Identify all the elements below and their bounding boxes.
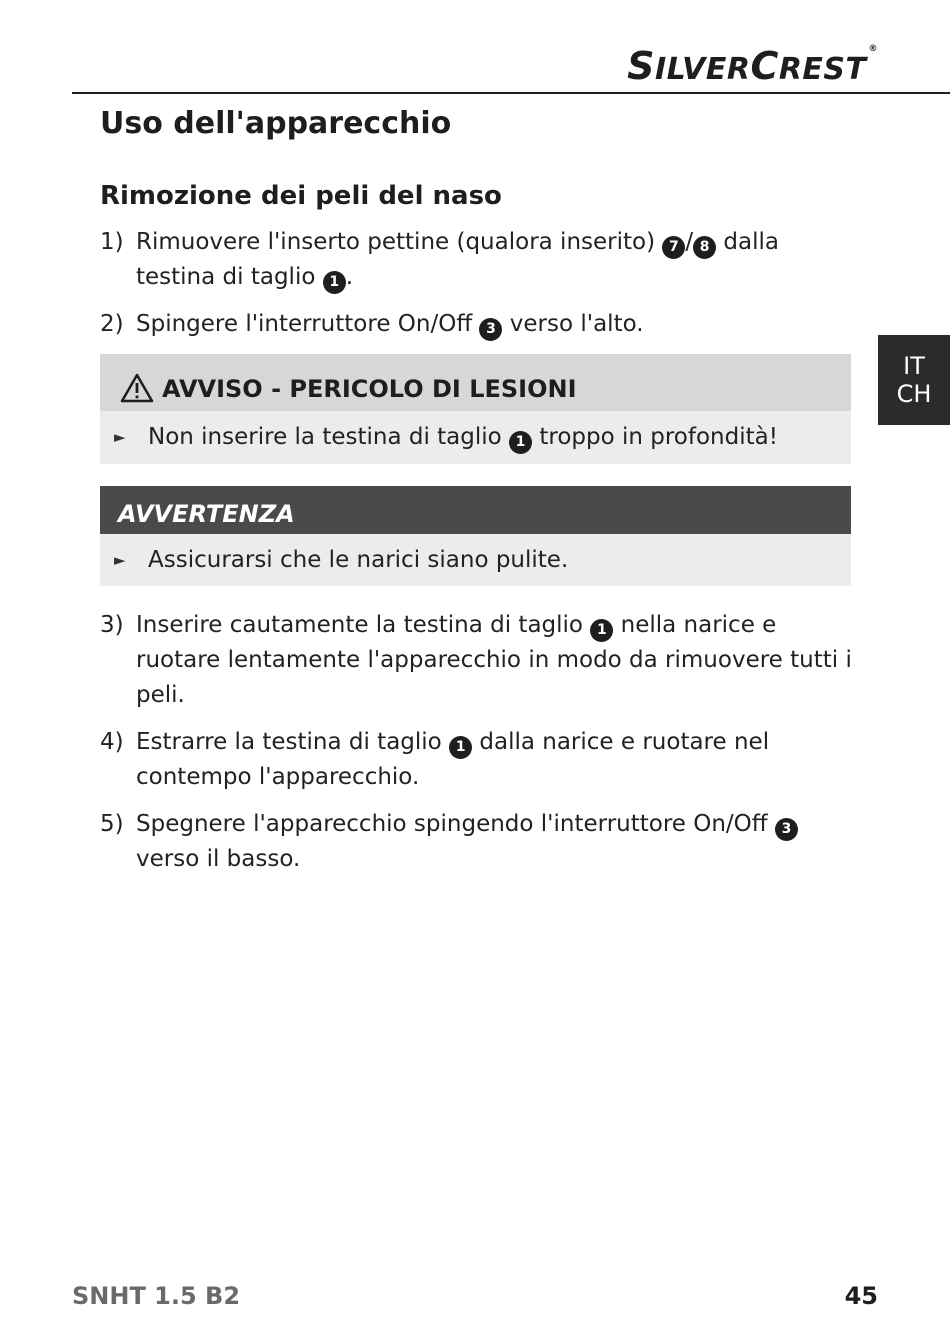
language-code-it: IT	[903, 352, 925, 380]
section-title: Rimozione dei peli del naso	[100, 181, 502, 211]
step-1	[100, 225, 852, 295]
part-badge: 3	[775, 818, 798, 841]
part-badge: 7	[662, 236, 685, 259]
step-text: Spingere l'interruttore On/Off 3 verso l'alto.	[136, 307, 852, 342]
brand-logo: SILVERCREST®	[627, 44, 878, 88]
step-text: Rimuovere l'inserto pettine (qualora inserito) 7 / 8 dalla testina di taglio 1 .	[136, 225, 852, 295]
step-text: Inserire cautamente la testina di taglio 1 nella narice e ruotare lentamente l'apparecchio in modo da rimuovere tutti i peli.	[136, 612, 852, 708]
page-number: 45	[844, 1282, 878, 1310]
part-badge: 1	[449, 736, 472, 759]
step-5	[100, 807, 852, 877]
part-badge: 1	[590, 619, 613, 642]
warning-title: AVVISO - PERICOLO DI LESIONI	[162, 375, 577, 403]
part-badge: 8	[693, 236, 716, 259]
part-badge: 1	[323, 271, 346, 294]
step-3	[100, 608, 852, 713]
page-content	[100, 100, 852, 889]
warning-box	[100, 354, 851, 464]
warning-triangle-icon	[120, 373, 154, 403]
warning-header	[100, 354, 851, 411]
header-rule	[72, 92, 950, 94]
step-2	[100, 307, 852, 342]
caution-text: Assicurarsi che le narici siano pulite.	[148, 547, 569, 573]
step-number: 2)	[100, 311, 124, 337]
caution-body	[100, 534, 851, 586]
language-code-ch: CH	[896, 380, 932, 408]
step-text: Spegnere l'apparecchio spingendo l'interruttore On/Off 3 verso il basso.	[136, 807, 852, 877]
page-title: Uso dell'apparecchio	[100, 106, 452, 141]
step-number: 4)	[100, 729, 124, 755]
caution-header: AVVERTENZA	[100, 486, 851, 534]
warning-body	[100, 411, 851, 464]
footer-model: SNHT 1.5 B2	[72, 1282, 241, 1310]
step-4	[100, 725, 852, 795]
step-text: Estrarre la testina di taglio 1 dalla narice e ruotare nel contempo l'apparecchio.	[136, 729, 770, 790]
language-tab	[878, 335, 950, 425]
step-number: 3)	[100, 612, 124, 638]
warning-text: Non inserire la testina di taglio 1 troppo in profondità!	[148, 421, 778, 454]
bullet-arrow-icon: ►	[114, 551, 126, 569]
part-badge: 3	[479, 318, 502, 341]
caution-box	[100, 486, 851, 586]
step-number: 1)	[100, 229, 124, 255]
bullet-arrow-icon: ►	[114, 428, 126, 446]
part-badge: 1	[509, 431, 532, 454]
step-number: 5)	[100, 811, 124, 837]
